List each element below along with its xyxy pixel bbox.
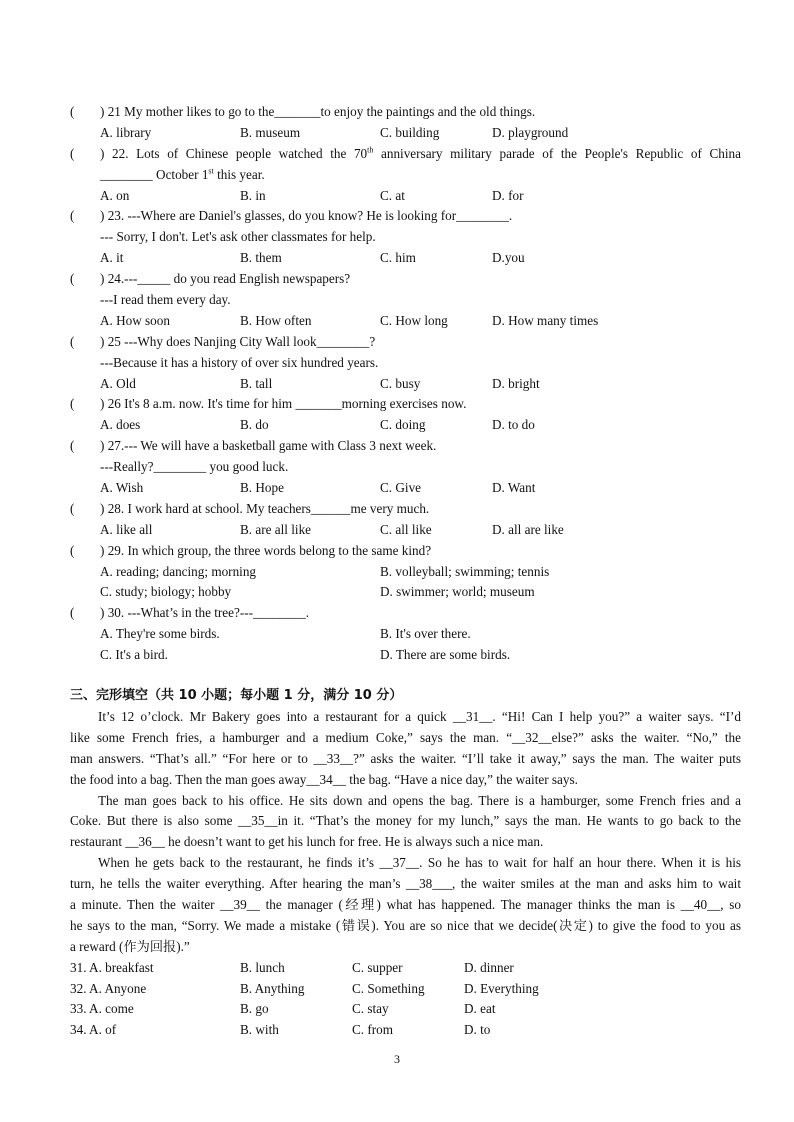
- option-c: C. supper: [352, 959, 403, 975]
- question-26: [70, 394, 741, 415]
- option-d: D. for: [492, 187, 524, 203]
- option-b: B. Anything: [240, 980, 305, 996]
- option-c: C. study; biology; hobby: [100, 584, 232, 600]
- page-number: 3: [394, 1052, 400, 1066]
- option-b: B. do: [240, 417, 269, 433]
- option-b: B. Hope: [240, 480, 284, 496]
- cloze-options-31: [70, 958, 741, 979]
- option-c: C. doing: [380, 417, 426, 433]
- answer-paren: (: [70, 104, 75, 119]
- question-26-options: [70, 415, 741, 436]
- option-d: D. There are some birds.: [380, 647, 511, 663]
- answer-paren: (: [70, 271, 75, 287]
- superscript: th: [367, 145, 374, 155]
- superscript: st: [208, 166, 214, 176]
- option-a: A. reading; dancing; morning: [100, 563, 257, 579]
- option-a: A. Wish: [100, 480, 144, 496]
- passage-line: the food into a bag. Then the man goes away__34__ the bag. “Have a nice day,” the waiter says.: [70, 771, 578, 787]
- option-d: D. to: [464, 1022, 491, 1038]
- option-c: C. It's a bird.: [100, 647, 168, 663]
- question-27-line-2: ---Really?________ you good luck.: [100, 459, 289, 475]
- question-25-options: [70, 374, 741, 395]
- page-content: [70, 102, 741, 1041]
- option-c: C. stay: [352, 1001, 389, 1017]
- question-22-options: [70, 186, 741, 207]
- question-text: ) 29. In which group, the three words belong to the same kind?: [100, 542, 432, 558]
- option-d: D. dinner: [464, 959, 514, 975]
- option-a: A. They're some birds.: [100, 626, 220, 642]
- option-a: 34. A. of: [70, 1022, 117, 1038]
- option-d: D. all are like: [492, 521, 564, 537]
- passage-paragraph-3: [70, 853, 741, 957]
- question-28: [70, 499, 741, 520]
- option-d: D.you: [492, 250, 525, 266]
- passage-line: It’s 12 o’clock. Mr Bakery goes into a restaurant for a quick __31__. “Hi! Can I help you?” a waiter says. “I’d: [98, 708, 741, 724]
- option-d: D. eat: [464, 1001, 496, 1017]
- option-c: C. from: [352, 1022, 394, 1038]
- answer-paren: (: [70, 333, 75, 349]
- question-text: ) 30. ---What’s in the tree?---________.: [100, 605, 310, 621]
- option-b: B. in: [240, 187, 266, 203]
- question-text: ) 24.---_____ do you read English newspapers?: [100, 271, 351, 287]
- option-b: B. How often: [240, 312, 312, 328]
- option-b: B. tall: [240, 375, 273, 391]
- passage-line: Coke. But there is also some __35__in it. “That’s the money for my lunch,” says the man. He wants to go back to the: [70, 813, 741, 829]
- cloze-options-32: [70, 979, 741, 1000]
- option-b: B. lunch: [240, 959, 285, 975]
- question-29-options-row-2: [70, 582, 741, 603]
- question-text: ) 28. I work hard at school. My teachers______me very much.: [100, 500, 430, 516]
- question-23-line-2: --- Sorry, I don't. Let's ask other classmates for help.: [100, 229, 376, 245]
- option-c: C. busy: [380, 375, 421, 391]
- question-23: [70, 206, 741, 227]
- option-c: C. building: [380, 124, 440, 140]
- passage-line: man answers. “That’s all.” “For here or to __33__?” asks the waiter. “I’ll take it away,” says the man. The waiter puts: [70, 750, 741, 766]
- question-text: ) 22. Lots of Chinese people watched the 70th anniversary military parade of the People's Republic of China: [100, 145, 741, 161]
- question-30-options-row-1: [70, 624, 741, 645]
- passage-line: like some French fries, a hamburger and a medium Coke,” says the man. “__32__else?” asks the waiter. “No,” the: [70, 729, 741, 745]
- option-c: C. all like: [380, 521, 432, 537]
- question-27: [70, 436, 741, 457]
- option-d: D. bright: [492, 375, 540, 391]
- option-a: A. on: [100, 187, 130, 203]
- option-a: A. like all: [100, 521, 153, 537]
- question-25: [70, 332, 741, 353]
- option-a: A. it: [100, 250, 124, 266]
- option-a: 33. A. come: [70, 1001, 134, 1017]
- option-b: B. volleyball; swimming; tennis: [380, 563, 550, 579]
- question-21-options: [70, 123, 741, 144]
- option-b: B. with: [240, 1022, 279, 1038]
- option-a: 32. A. Anyone: [70, 980, 147, 996]
- question-30: [70, 603, 741, 624]
- question-25-line-2: ---Because it has a history of over six hundred years.: [100, 354, 379, 370]
- section-gap: [70, 666, 741, 686]
- option-b: B. are all like: [240, 521, 312, 537]
- option-a: A. does: [100, 417, 141, 433]
- question-24-options: [70, 311, 741, 332]
- question-30-options-row-2: [70, 645, 741, 666]
- question-text: ) 23. ---Where are Daniel's glasses, do you know? He is looking for________.: [100, 208, 513, 224]
- question-28-options: [70, 520, 741, 541]
- passage-line: When he gets back to the restaurant, he finds it’s __37__. So he has to wait for half an hour there. When it is his: [98, 855, 741, 871]
- passage-line: a reward (作为回报).”: [70, 938, 190, 954]
- question-27-options: [70, 478, 741, 499]
- answer-paren: (: [70, 208, 75, 224]
- question-text: ) 21 My mother likes to go to the_______to enjoy the paintings and the old things.: [100, 104, 536, 119]
- option-c: C. Something: [352, 980, 425, 996]
- option-c: C. at: [380, 187, 405, 203]
- option-b: B. museum: [240, 124, 301, 140]
- question-text: ) 26 It's 8 a.m. now. It's time for him _______morning exercises now.: [100, 396, 467, 412]
- question-29-options-row-1: [70, 562, 741, 583]
- question-24-line-2: ---I read them every day.: [100, 292, 231, 308]
- question-29: [70, 541, 741, 562]
- question-22: [70, 144, 741, 165]
- answer-paren: (: [70, 605, 75, 621]
- section-title: 三、完形填空（共 10 小题；每小题 1 分，满分 10 分）: [70, 688, 403, 704]
- option-d: D. swimmer; world; museum: [380, 584, 535, 600]
- answer-paren: (: [70, 396, 75, 412]
- question-text: ) 27.--- We will have a basketball game with Class 3 next week.: [100, 438, 437, 454]
- option-a: A. library: [100, 124, 152, 140]
- option-c: C. him: [380, 250, 416, 266]
- passage-line: a minute. Then the waiter __39__ the manager (经理) what has happened. The manager thinks the man is __40__, so: [70, 896, 741, 912]
- answer-paren: (: [70, 500, 75, 516]
- option-d: D. playground: [492, 124, 569, 140]
- question-22-line-2: ________ October 1st this year.: [100, 166, 265, 182]
- option-a: A. Old: [100, 375, 136, 391]
- question-23-options: [70, 248, 741, 269]
- answer-paren: (: [70, 542, 75, 558]
- option-d: D. Want: [492, 480, 536, 496]
- passage-line: turn, he tells the waiter everything. After hearing the man’s __38___, the waiter smiles at the man and asks him to wait: [70, 876, 741, 892]
- answer-paren: (: [70, 145, 75, 161]
- option-d: D. Everything: [464, 980, 539, 996]
- passage-line: restaurant __36__ he doesn’t want to get his lunch for free. He is always such a nice man.: [70, 834, 544, 850]
- question-21: [70, 102, 741, 123]
- passage-paragraph-2: [70, 791, 741, 854]
- option-c: C. How long: [380, 312, 448, 328]
- cloze-options-33: [70, 999, 741, 1020]
- passage-line: he says to the man, “Sorry. We made a mistake (错误). You are so nice that we decide(决定) to give the food to you as: [70, 917, 741, 933]
- option-d: D. to do: [492, 417, 535, 433]
- option-b: B. It's over there.: [380, 626, 471, 642]
- question-24: [70, 269, 741, 290]
- option-a: A. How soon: [100, 312, 170, 328]
- passage-paragraph-1: [70, 707, 741, 791]
- answer-paren: (: [70, 438, 75, 454]
- cloze-options-34: [70, 1020, 741, 1041]
- option-b: B. go: [240, 1001, 269, 1017]
- passage-line: The man goes back to his office. He sits down and opens the bag. There is a hamburger, some French fries and a: [98, 792, 741, 808]
- option-d: D. How many times: [492, 312, 599, 328]
- option-c: C. Give: [380, 480, 422, 496]
- option-a: 31. A. breakfast: [70, 959, 154, 975]
- question-text: ) 25 ---Why does Nanjing City Wall look________?: [100, 333, 376, 349]
- option-b: B. them: [240, 250, 282, 266]
